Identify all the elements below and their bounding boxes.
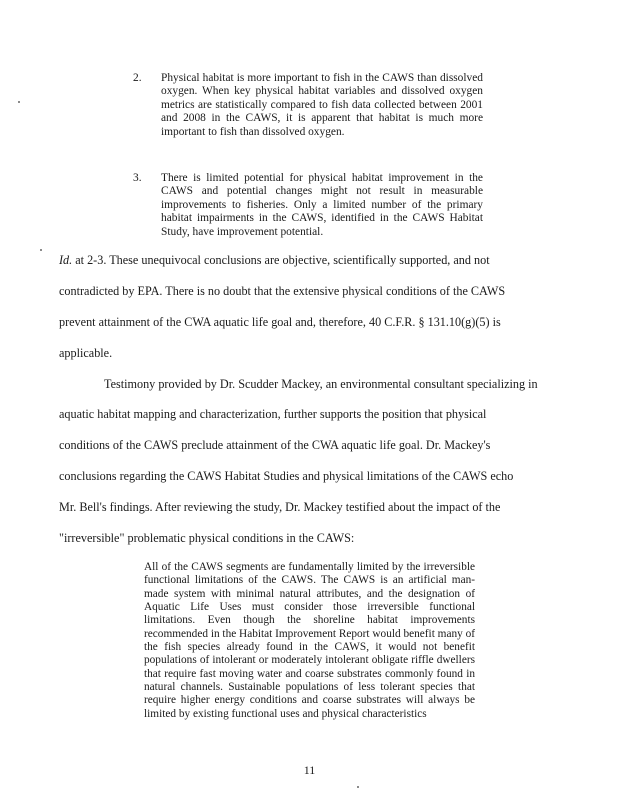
list-item xyxy=(133,172,483,239)
case-citation: Id. xyxy=(59,253,73,267)
body-paragraph-line: Testimony provided by Dr. Scudder Mackey, an environmental consultant specializing in xyxy=(104,377,538,391)
list-item-number: 2. xyxy=(133,72,142,84)
body-paragraph-line: applicable. xyxy=(59,346,113,360)
list-item-text: There is limited potential for physical habitat improvement in the CAWS and potential changes might not result in measurable improvements to fisheries. Only a limited number of the primary habitat impairments in the CAWS, identified in the CAWS Habitat Study, have improvement potential. xyxy=(161,172,483,238)
body-paragraph-line: conclusions regarding the CAWS Habitat Studies and physical limitations of the CAWS echo xyxy=(59,469,514,483)
body-paragraph-line: aquatic habitat mapping and characterization, further supports the position that physical xyxy=(59,407,487,421)
body-paragraph-line: contradicted by EPA. There is no doubt that the extensive physical conditions of the CAWS xyxy=(59,284,506,298)
list-item-number: 3. xyxy=(133,172,142,184)
block-quote: All of the CAWS segments are fundamentally limited by the irreversible functional limitations of the CAWS. The CAWS is an artificial man-made system with minimal natural attributes, and the designation of Aquatic Life Uses must consider those irreversible functional limitations. Even though the shoreline habitat improvements recommended in the Habitat Improvement Report would benefit many of the fish species already found in the CAWS, it would not benefit populations of intolerant or moderately intolerant obligate riffle dwellers that require fast moving water and coarse substrates commonly found in natural channels. Sustainable populations of less tolerant species that require higher energy conditions and coarse substrates will always be limited by existing functional uses and physical characteristics xyxy=(144,561,475,720)
list-item xyxy=(133,72,483,139)
body-paragraph-line: Mr. Bell's findings. After reviewing the study, Dr. Mackey testified about the impact of the xyxy=(59,500,501,514)
body-paragraph-line: conditions of the CAWS preclude attainment of the CWA aquatic life goal. Dr. Mackey's xyxy=(59,438,491,452)
scan-artifact xyxy=(357,786,359,788)
scan-artifact xyxy=(18,101,20,103)
page-number: 11 xyxy=(303,763,316,777)
body-paragraph-line: "irreversible" problematic physical conditions in the CAWS: xyxy=(59,531,355,545)
body-paragraph-line: prevent attainment of the CWA aquatic life goal and, therefore, 40 C.F.R. § 131.10(g)(5) is xyxy=(59,315,501,329)
list-item-text: Physical habitat is more important to fish in the CAWS than dissolved oxygen. When key physical habitat variables and dissolved oxygen metrics are statistically compared to fish data collected between 2001 and 2008 in the CAWS, it is apparent that habitat is much more important to fish than dissolved oxygen. xyxy=(161,72,483,138)
body-paragraph-line: Id. at 2-3. These unequivocal conclusions are objective, scientifically supported, and not xyxy=(59,253,490,267)
scan-artifact xyxy=(40,249,42,251)
